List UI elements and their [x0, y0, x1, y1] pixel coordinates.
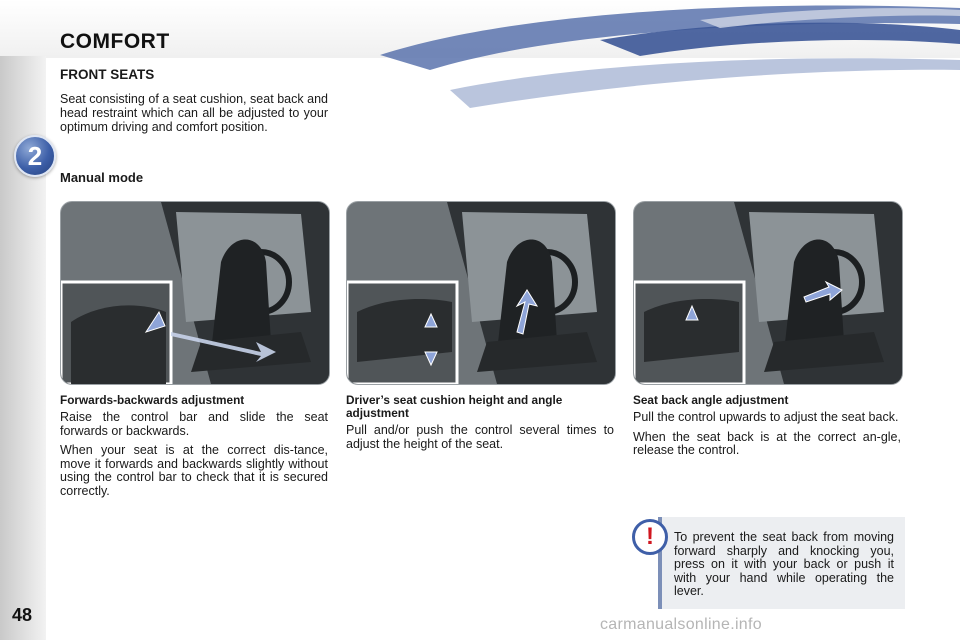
exclamation-icon: ! [632, 519, 668, 555]
section-title: FRONT SEATS [60, 67, 155, 82]
seat-photo-height-angle [346, 201, 616, 385]
paragraph: When the seat back is at the correct an-gle, release the control. [633, 429, 901, 457]
warning-text: To prevent the seat back from moving forward sharply and knocking you, press on it with your back or push it with your hand while operating the lever. [674, 530, 894, 598]
seat-photo-forwards-backwards [60, 201, 330, 385]
column-text-height-angle [346, 424, 614, 457]
page-number: 48 [12, 605, 33, 625]
column-text-forwards-backwards [60, 411, 328, 504]
paragraph: Pull the control upwards to adjust the seat back. [633, 410, 899, 424]
seat-photo-back-angle [633, 201, 903, 385]
column-title-back-angle: Seat back angle adjustment [633, 393, 789, 407]
column-text-back-angle [633, 411, 901, 464]
chapter-badge: 2 [14, 135, 56, 177]
paragraph: Raise the control bar and slide the seat forwards or backwards. [60, 410, 328, 438]
paragraph: Pull and/or push the control several times to adjust the height of the seat. [346, 423, 614, 451]
subsection-title: Manual mode [60, 170, 144, 185]
watermark: carmanualsonline.info [600, 616, 762, 633]
paragraph: When your seat is at the correct dis-tance, move it forwards and backwards slightly without using the control bar to check that it is secured correctly. [60, 443, 328, 498]
page-title: COMFORT [60, 30, 170, 53]
column-title-height-angle: Driver’s seat cushion height and angle adjustment [346, 393, 563, 420]
column-title-forwards-backwards: Forwards-backwards adjustment [60, 393, 245, 407]
intro-paragraph: Seat consisting of a seat cushion, seat back and head restraint which can all be adjusted to your optimum driving and comfort position. [60, 92, 328, 134]
